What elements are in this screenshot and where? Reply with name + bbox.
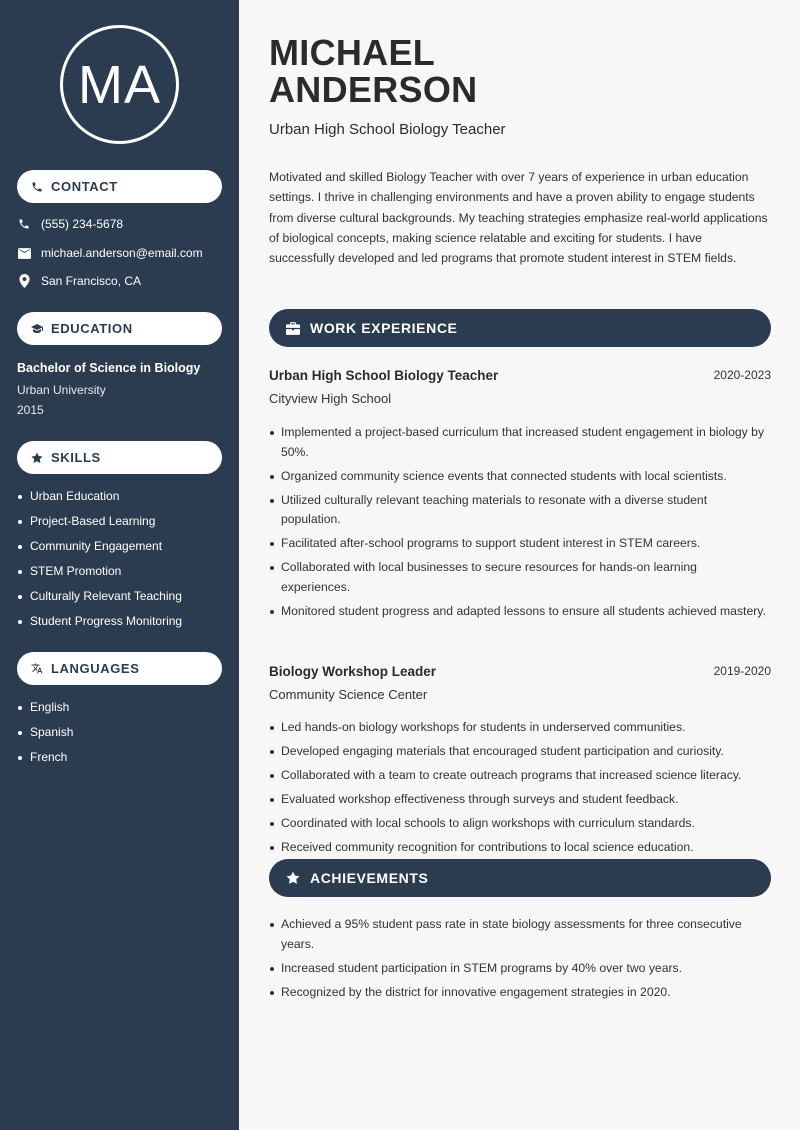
list-item: Achieved a 95% student pass rate in state biology assessments for three consecutive years. (269, 915, 769, 954)
envelope-icon (17, 246, 31, 260)
achievements-list (269, 915, 769, 1007)
contact-location-text: San Francisco, CA (41, 274, 142, 288)
map-pin-icon (17, 274, 31, 288)
education-school: Urban University (17, 383, 106, 397)
contact-phone[interactable] (17, 217, 123, 231)
list-item: Evaluated workshop effectiveness through surveys and student feedback. (269, 790, 769, 810)
job-title-headline: Urban High School Biology Teacher (269, 121, 506, 138)
language-item: Spanish (17, 725, 73, 750)
skills-list (17, 489, 182, 639)
list-item: Collaborated with local businesses to secure resources for hands-on learning experiences. (269, 558, 769, 597)
list-item: Received community recognition for contributions to local science education. (269, 838, 769, 858)
list-item: Implemented a project-based curriculum that increased student engagement in biology by 50%. (269, 423, 769, 462)
skill-item: Student Progress Monitoring (17, 614, 182, 639)
language-item: English (17, 700, 73, 725)
job-1-org: Community Science Center (269, 687, 428, 702)
job-0-title: Urban High School Biology Teacher (269, 368, 499, 383)
skill-item: Urban Education (17, 489, 182, 514)
list-item: Developed engaging materials that encouraged student participation and curiosity. (269, 742, 769, 762)
graduation-cap-icon (31, 323, 43, 335)
briefcase-icon (286, 321, 300, 335)
achievements-heading (269, 859, 771, 897)
list-item: Coordinated with local schools to align workshops with curriculum standards. (269, 814, 769, 834)
contact-email-text: michael.anderson@email.com (41, 246, 203, 260)
list-item: Organized community science events that connected students with local scientists. (269, 467, 769, 487)
education-heading (17, 312, 222, 345)
job-1-title: Biology Workshop Leader (269, 664, 437, 679)
job-0-bullets (269, 423, 769, 626)
list-item: Facilitated after-school programs to support student interest in STEM careers. (269, 534, 769, 554)
contact-heading (17, 170, 222, 203)
languages-list (17, 700, 73, 775)
sidebar (0, 0, 239, 1130)
contact-heading-label: CONTACT (51, 179, 118, 194)
skill-item: STEM Promotion (17, 564, 182, 589)
list-item: Recognized by the district for innovative engagement strategies in 2020. (269, 983, 769, 1003)
job-0-dates: 2020-2023 (713, 368, 771, 382)
contact-location (17, 274, 141, 288)
phone-icon (17, 217, 31, 231)
work-experience-heading (269, 309, 771, 347)
job-1-dates: 2019-2020 (713, 664, 771, 678)
phone-icon (31, 181, 43, 193)
skill-item: Culturally Relevant Teaching (17, 589, 182, 614)
list-item: Increased student participation in STEM programs by 40% over two years. (269, 959, 769, 979)
name-line-last: ANDERSON (269, 69, 478, 110)
language-item: French (17, 750, 73, 775)
education-year: 2015 (17, 403, 44, 417)
profile-summary: Motivated and skilled Biology Teacher with over 7 years of experience in urban education settings. I thrive in challenging environments and have a proven ability to engage students from diverse cultural backgrounds. My teaching strategies emphasize real-world applications of biological concepts, making science relatable and exciting for students. I have successfully developed and led programs that promote student interest in STEM fields. (269, 170, 768, 266)
contact-phone-text: (555) 234-5678 (41, 217, 124, 231)
languages-heading-label: LANGUAGES (51, 661, 140, 676)
work-experience-heading-label: WORK EXPERIENCE (310, 320, 458, 336)
job-0-org: Cityview High School (269, 391, 392, 406)
star-icon (286, 871, 300, 885)
list-item: Utilized culturally relevant teaching materials to resonate with a diverse student population. (269, 491, 769, 530)
skill-item: Community Engagement (17, 539, 182, 564)
languages-heading (17, 652, 222, 685)
monogram-avatar: MA (60, 25, 179, 144)
job-1-bullets (269, 718, 769, 862)
translate-icon (31, 663, 43, 675)
education-degree: Bachelor of Science in Biology (17, 361, 201, 375)
list-item: Led hands-on biology workshops for students in underserved communities. (269, 718, 769, 738)
achievements-heading-label: ACHIEVEMENTS (310, 870, 429, 886)
star-icon (31, 452, 43, 464)
name-line-first: MICHAEL (269, 32, 436, 73)
skills-heading-label: SKILLS (51, 450, 101, 465)
candidate-name (269, 34, 477, 108)
list-item: Monitored student progress and adapted lessons to ensure all students achieved mastery. (269, 602, 769, 622)
education-heading-label: EDUCATION (51, 321, 133, 336)
list-item: Collaborated with a team to create outreach programs that increased science literacy. (269, 766, 769, 786)
contact-email[interactable] (17, 246, 203, 260)
skills-heading (17, 441, 222, 474)
skill-item: Project-Based Learning (17, 514, 182, 539)
